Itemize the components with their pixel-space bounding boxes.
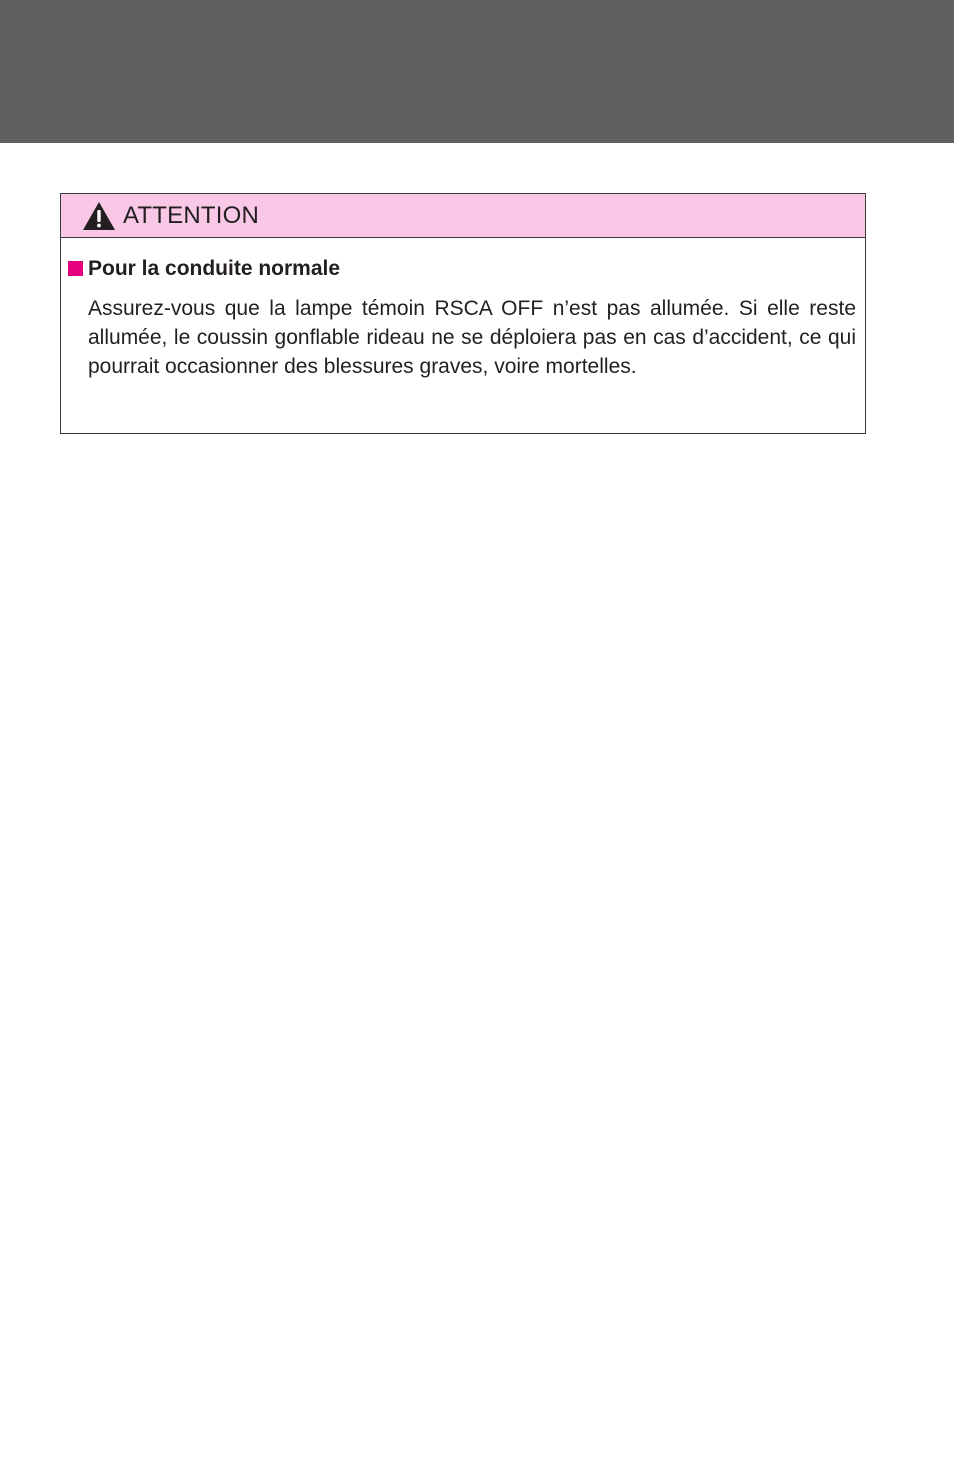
square-bullet-icon: [68, 261, 83, 276]
section-heading-text: Pour la conduite normale: [88, 257, 341, 280]
top-header-band: [0, 0, 954, 143]
section-heading: [68, 258, 340, 279]
warning-triangle-icon: [82, 201, 116, 231]
caution-header: [61, 194, 865, 238]
caution-title: ATTENTION: [123, 201, 260, 229]
caution-box: [60, 193, 866, 434]
caution-body-text: Assurez-vous que la lampe témoin RSCA OFF n’est pas allumée. Si elle reste allumée, le coussin gonflable rideau ne se déploiera pas en cas d’accident, ce qui pourrait occasionner des blessures graves, voire mortelles.: [88, 297, 856, 378]
